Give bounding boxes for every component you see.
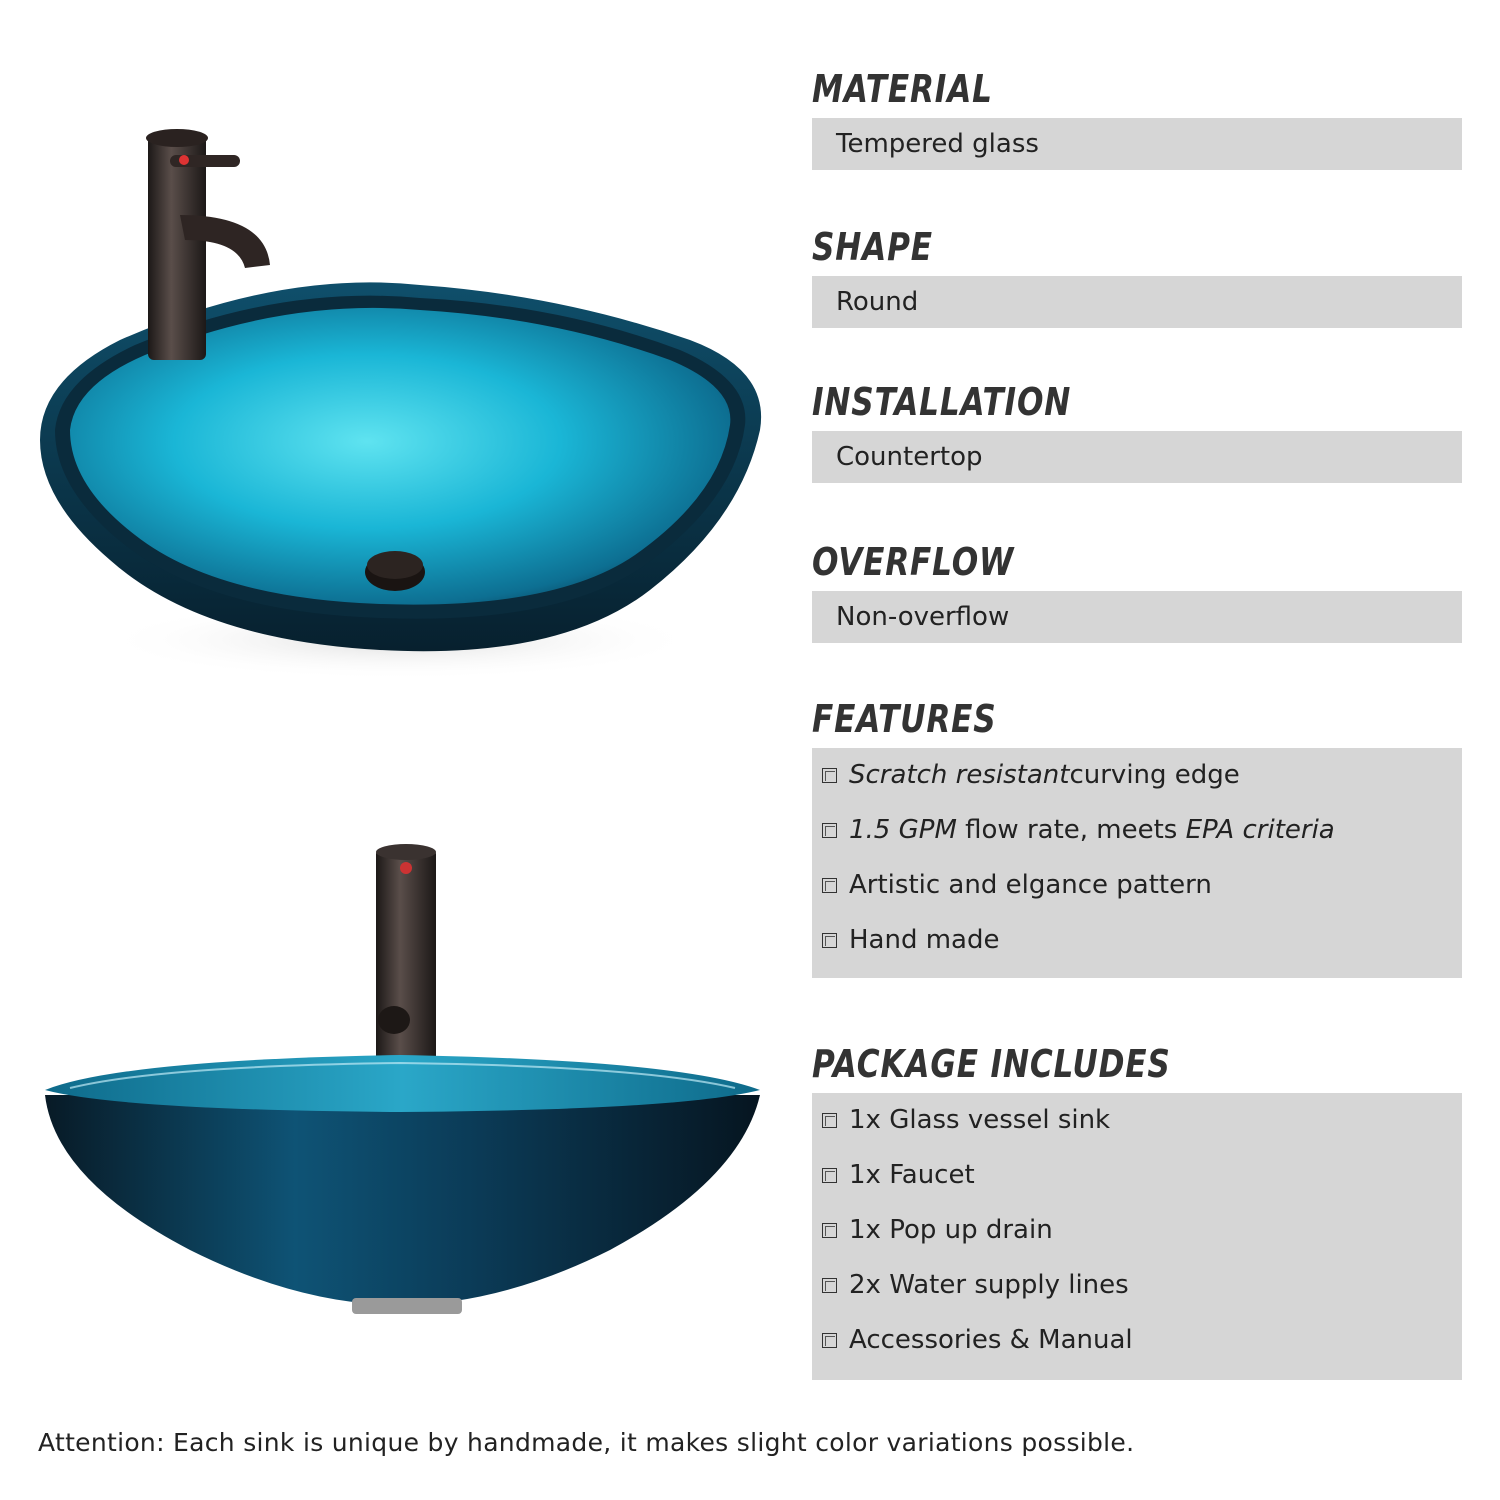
package-item-text: 1x Pop up drain: [849, 1215, 1053, 1245]
installation-heading: INSTALLATION: [812, 380, 1072, 424]
checkbox-icon: [822, 1113, 837, 1128]
feature-emphasis: 1.5 GPM: [849, 815, 957, 845]
feature-emphasis: EPA criteria: [1185, 815, 1335, 845]
checkbox-icon: [822, 933, 837, 948]
attention-note: Attention: Each sink is unique by handmade, it makes slight color variations possible.: [38, 1428, 1135, 1457]
material-section: [812, 60, 1462, 170]
checkbox-icon: [822, 878, 837, 893]
features-heading: FEATURES: [812, 697, 997, 741]
feature-text: Artistic and elgance pattern: [849, 870, 1212, 900]
material-heading: MATERIAL: [812, 67, 993, 111]
checkbox-icon: [822, 1223, 837, 1238]
feature-text: flow rate, meets: [956, 815, 1186, 845]
package-item-text: 2x Water supply lines: [849, 1270, 1129, 1300]
package-heading: PACKAGE INCLUDES: [812, 1042, 1171, 1086]
list-item: [822, 1160, 1462, 1215]
list-item: [822, 1105, 1462, 1160]
list-item: [822, 870, 1462, 925]
shape-value: Round: [812, 276, 1462, 328]
features-section: [812, 690, 1462, 978]
package-box: [812, 1093, 1462, 1380]
installation-value: Countertop: [812, 431, 1462, 483]
sink-side-view: [45, 844, 760, 1314]
feature-emphasis: Scratch resistant: [849, 760, 1070, 790]
shape-section: [812, 218, 1462, 328]
overflow-value: Non-overflow: [812, 591, 1462, 643]
checkbox-icon: [822, 823, 837, 838]
feature-text: curving edge: [1069, 760, 1240, 790]
checkbox-icon: [822, 1278, 837, 1293]
shape-heading: SHAPE: [812, 225, 933, 269]
list-item: [822, 1270, 1462, 1325]
sink-top-view: [40, 129, 761, 680]
list-item: [822, 925, 1462, 980]
material-value: Tempered glass: [812, 118, 1462, 170]
list-item: [822, 815, 1462, 870]
list-item: [822, 760, 1462, 815]
overflow-section: [812, 533, 1462, 643]
list-item: [822, 1215, 1462, 1270]
package-section: [812, 1035, 1462, 1380]
package-item-text: 1x Glass vessel sink: [849, 1105, 1111, 1135]
features-box: [812, 748, 1462, 978]
checkbox-icon: [822, 1168, 837, 1183]
feature-text: Hand made: [849, 925, 1000, 955]
package-item-text: Accessories & Manual: [849, 1325, 1133, 1355]
list-item: [822, 1325, 1462, 1380]
installation-section: [812, 373, 1462, 483]
package-item-text: 1x Faucet: [849, 1160, 975, 1190]
checkbox-icon: [822, 768, 837, 783]
overflow-heading: OVERFLOW: [812, 540, 1015, 584]
checkbox-icon: [822, 1333, 837, 1348]
